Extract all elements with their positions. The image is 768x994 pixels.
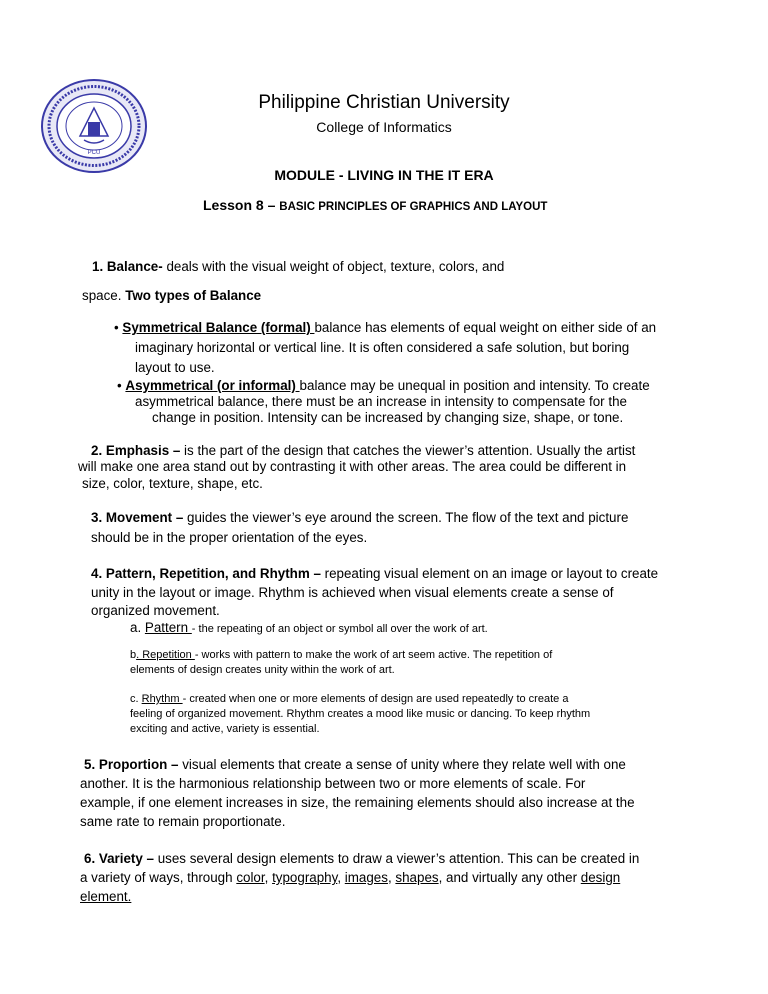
symmetrical-heading: Symmetrical Balance (formal) — [122, 320, 315, 335]
images-link[interactable]: images — [344, 870, 388, 885]
color-link[interactable]: color — [236, 870, 265, 885]
seal-text: PCU — [87, 150, 101, 156]
emphasis-line-2: will make one area stand out by contrasting it with other areas. The area could be different in — [78, 459, 627, 474]
variety-line-2 — [80, 868, 620, 887]
pattern-line-1 — [91, 564, 658, 583]
lesson-prefix: Lesson 8 – — [203, 197, 276, 213]
repetition-term: . Repetition — [136, 649, 195, 661]
college-name: College of Informatics — [316, 119, 452, 135]
separator: , — [264, 870, 273, 885]
asymmetrical-line-2: asymmetrical balance, there must be an increase in intensity to compensate for the — [135, 394, 627, 409]
variety-heading: 6. Variety – — [84, 851, 154, 866]
item-prefix: a. — [130, 620, 145, 635]
lesson-name: BASIC PRINCIPLES OF GRAPHICS AND LAYOUT — [279, 201, 548, 213]
movement-heading: 3. Movement – — [91, 510, 184, 525]
separator: , — [337, 870, 345, 885]
pattern-line-2: unity in the layout or image. Rhythm is achieved when visual elements create a sense of — [91, 585, 614, 600]
symmetrical-line-1 — [114, 318, 656, 337]
balance-heading: 1. Balance- — [92, 259, 163, 274]
rhythm-definition: - created when one or more elements of design are used repeatedly to create a — [182, 693, 569, 705]
university-name: Philippine Christian University — [258, 92, 510, 113]
rhythm-term: Rhythm — [141, 693, 183, 705]
rhythm-line-1 — [130, 692, 568, 707]
asymmetrical-text: balance may be unequal in position and intensity. To create — [299, 378, 650, 393]
separator: , — [387, 870, 396, 885]
shapes-link[interactable]: shapes — [395, 870, 439, 885]
emphasis-text: is the part of the design that catches the viewer’s attention. Usually the artist — [180, 443, 636, 458]
pattern-definition: - the repeating of an object or symbol all over the work of art. — [191, 623, 488, 635]
proportion-line-4: same rate to remain proportionate. — [80, 814, 286, 829]
typography-link[interactable]: typography — [272, 870, 338, 885]
repetition-line-1 — [130, 648, 552, 663]
rhythm-line-3: exciting and active, variety is essential. — [130, 723, 320, 735]
pattern-item-a — [130, 618, 488, 637]
proportion-line-3: example, if one element increases in size, the remaining elements should also increase at the — [80, 795, 635, 810]
variety-line-1 — [84, 849, 639, 868]
balance-line-2 — [82, 286, 261, 305]
asymmetrical-heading: Asymmetrical (or informal) — [125, 378, 300, 393]
asymmetrical-line-3: change in position. Intensity can be increased by changing size, shape, or tone. — [152, 410, 624, 425]
balance-types-heading: Two types of Balance — [125, 288, 262, 303]
design-link[interactable]: design — [580, 870, 621, 885]
item-prefix: c. — [130, 693, 142, 705]
bullet: • — [114, 320, 123, 335]
symmetrical-line-3: layout to use. — [135, 360, 215, 375]
item-prefix: b — [130, 649, 137, 661]
pattern-term: Pattern — [144, 620, 192, 635]
symmetrical-line-2: imaginary horizontal or vertical line. It is often considered a safe solution, but boring — [135, 340, 630, 355]
repetition-line-2: elements of design creates unity within the work of art. — [130, 664, 395, 676]
emphasis-heading: 2. Emphasis – — [91, 443, 181, 458]
proportion-heading: 5. Proportion – — [84, 757, 179, 772]
proportion-line-2: another. It is the harmonious relationship between two or more elements of scale. For — [80, 776, 586, 791]
module-title: MODULE - LIVING IN THE IT ERA — [274, 167, 494, 183]
symmetrical-text: balance has elements of equal weight on either side of an — [314, 320, 657, 335]
movement-line-1 — [91, 508, 628, 527]
lesson-title — [203, 197, 547, 213]
element-link[interactable]: element. — [80, 889, 132, 904]
balance-text-2: space. — [82, 288, 126, 303]
pattern-text: repeating visual element on an image or layout to create — [320, 566, 659, 581]
emphasis-line-3: size, color, texture, shape, etc. — [82, 476, 263, 491]
balance-text: deals with the visual weight of object, texture, colors, and — [162, 259, 505, 274]
pattern-heading: 4. Pattern, Repetition, and Rhythm – — [91, 566, 321, 581]
proportion-line-1 — [84, 755, 626, 774]
repetition-definition: - works with pattern to make the work of art seem active. The repetition of — [194, 649, 553, 661]
movement-line-2: should be in the proper orientation of the eyes. — [91, 530, 368, 545]
proportion-text: visual elements that create a sense of unity where they relate well with one — [178, 757, 626, 772]
balance-line-1 — [92, 257, 504, 276]
variety-text: uses several design elements to draw a viewer’s attention. This can be created in — [153, 851, 640, 866]
rhythm-line-2: feeling of organized movement. Rhythm creates a mood like music or dancing. To keep rhythm — [130, 708, 591, 720]
variety-text-3: , and virtually any other — [438, 870, 581, 885]
variety-text-2: a variety of ways, through — [80, 870, 237, 885]
bullet: • — [117, 378, 126, 393]
movement-text: guides the viewer’s eye around the screen. The flow of the text and picture — [183, 510, 629, 525]
pattern-line-3: organized movement. — [91, 603, 220, 618]
